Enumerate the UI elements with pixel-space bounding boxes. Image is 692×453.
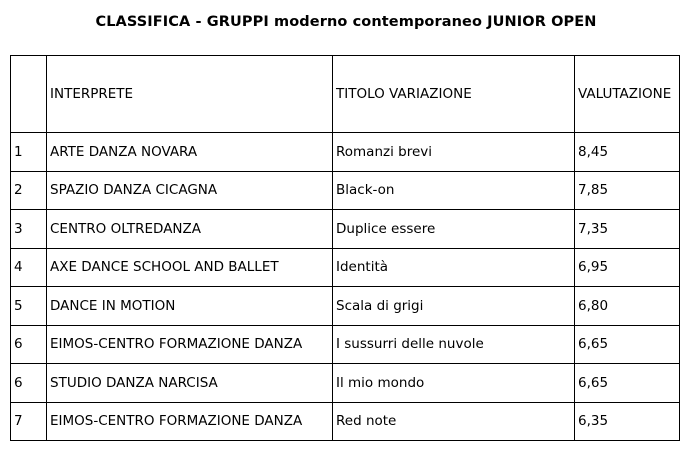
table-row [11,402,680,441]
header-interprete: INTERPRETE [47,56,333,133]
cell-interprete: AXE DANCE SCHOOL AND BALLET [47,248,333,287]
cell-interprete: EIMOS-CENTRO FORMAZIONE DANZA [47,402,333,441]
table-header-row [11,56,680,133]
header-position [11,56,47,133]
cell-titolo: Scala di grigi [333,287,575,326]
cell-valutazione: 6,65 [575,364,680,403]
table-row [11,287,680,326]
cell-interprete: ARTE DANZA NOVARA [47,133,333,172]
cell-valutazione: 8,45 [575,133,680,172]
page-title: CLASSIFICA - GRUPPI moderno contemporaneo JUNIOR OPEN [95,14,597,30]
cell-titolo: Romanzi brevi [333,133,575,172]
table-row [11,364,680,403]
cell-titolo: I sussurri delle nuvole [333,325,575,364]
header-titolo: TITOLO VARIAZIONE [333,56,575,133]
cell-position: 6 [11,325,47,364]
cell-valutazione: 6,95 [575,248,680,287]
cell-interprete: SPAZIO DANZA CICAGNA [47,171,333,210]
cell-position: 3 [11,210,47,249]
cell-titolo: Il mio mondo [333,364,575,403]
table-row [11,248,680,287]
ranking-table-body [11,56,680,441]
cell-valutazione: 7,35 [575,210,680,249]
cell-interprete: DANCE IN MOTION [47,287,333,326]
cell-position: 2 [11,171,47,210]
cell-position: 4 [11,248,47,287]
cell-interprete: STUDIO DANZA NARCISA [47,364,333,403]
cell-titolo: Duplice essere [333,210,575,249]
cell-valutazione: 6,65 [575,325,680,364]
cell-titolo: Identità [333,248,575,287]
cell-valutazione: 6,80 [575,287,680,326]
table-row [11,171,680,210]
header-valutazione: VALUTAZIONE [575,56,680,133]
table-row [11,133,680,172]
cell-titolo: Black-on [333,171,575,210]
ranking-table [10,55,680,441]
table-row [11,210,680,249]
cell-titolo: Red note [333,402,575,441]
cell-position: 5 [11,287,47,326]
cell-position: 1 [11,133,47,172]
cell-valutazione: 6,35 [575,402,680,441]
table-row [11,325,680,364]
cell-position: 6 [11,364,47,403]
cell-valutazione: 7,85 [575,171,680,210]
cell-position: 7 [11,402,47,441]
cell-interprete: CENTRO OLTREDANZA [47,210,333,249]
cell-interprete: EIMOS-CENTRO FORMAZIONE DANZA [47,325,333,364]
